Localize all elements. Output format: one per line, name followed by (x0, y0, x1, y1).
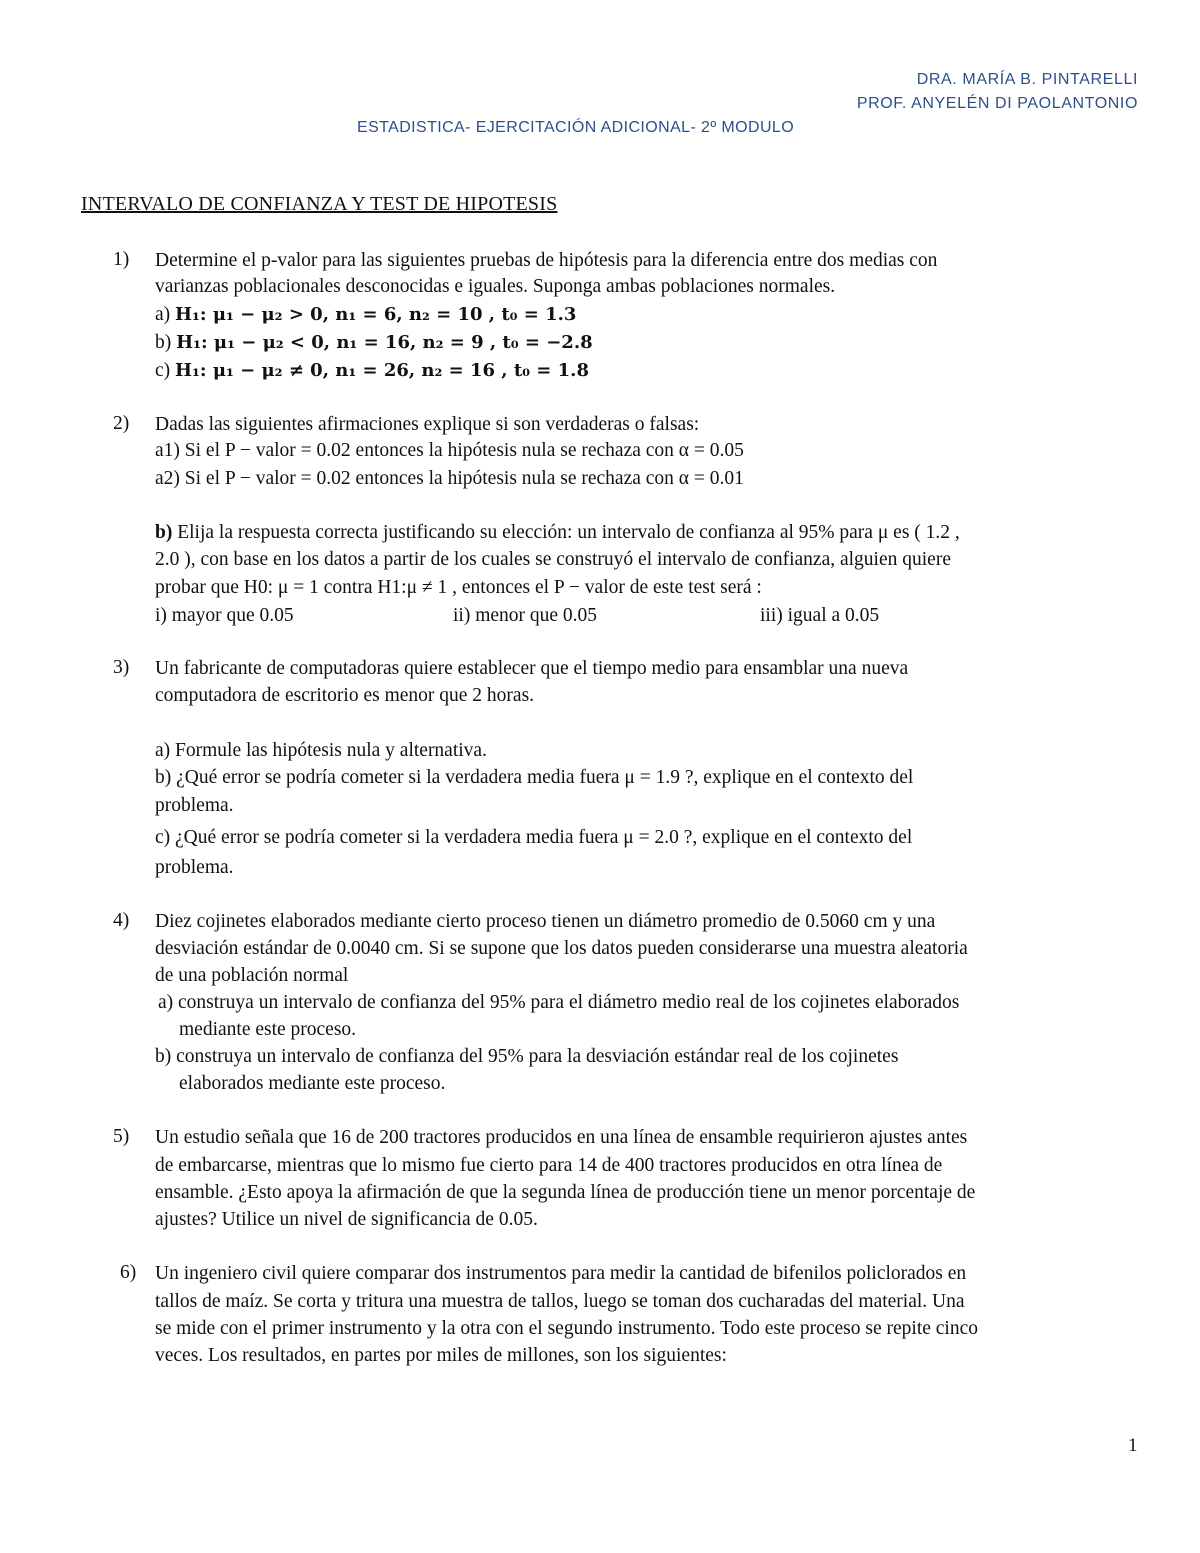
header-author-2: PROF. ANYELÉN DI PAOLANTONIO (856, 95, 1138, 112)
q1-item-c (155, 358, 589, 384)
q1-item-c-label: c) (155, 360, 171, 381)
q3-item-c-line-2: problema. (155, 857, 234, 878)
q4-line-3: de una población normal (155, 965, 349, 986)
q6-line-2: tallos de maíz. Se corta y tritura una muestra de tallos, luego se toman dos cucharadas del material. Una (155, 1291, 965, 1312)
q6-line-3: se mide con el primer instrumento y la otra con el segundo instrumento. Todo este proceso se repite cinco (155, 1318, 979, 1339)
q3-number: 3) (113, 657, 130, 678)
page-number: 1 (1128, 1435, 1138, 1456)
q1-item-a-formula: H₁: μ₁ − μ₂ > 0, n₁ = 6, n₂ = 10 , t₀ = 1.3 (175, 304, 577, 325)
document-title: INTERVALO DE CONFIANZA Y TEST DE HIPOTESIS (81, 193, 558, 215)
q2-item-b-line-3: probar que H0: μ = 1 contra H1:μ ≠ 1 , entonces el P − valor de este test será : (155, 577, 762, 598)
q5-number: 5) (113, 1126, 130, 1147)
q2-item-b-text: Elija la respuesta correcta justificando su elección: un intervalo de confianza al 95% para μ es ( 1.2 , (177, 522, 960, 543)
q2-number: 2) (113, 413, 130, 434)
q2-line-1: Dadas las siguientes afirmaciones explique si son verdaderas o falsas: (155, 414, 700, 435)
q3-item-b-line-1: b) ¿Qué error se podría cometer si la verdadera media fuera μ = 1.9 ?, explique en el contexto del (155, 767, 914, 788)
q2-item-b-line-1 (155, 520, 960, 546)
q4-item-b-line-1: b) construya un intervalo de confianza del 95% para la desviación estándar real de los cojinetes (155, 1046, 899, 1067)
q4-item-b-line-2: elaborados mediante este proceso. (179, 1073, 446, 1094)
header-course: ESTADISTICA- EJERCITACIÓN ADICIONAL- 2º MODULO (357, 119, 795, 136)
q1-item-a (155, 302, 576, 328)
q5-line-2: de embarcarse, mientras que lo mismo fue cierto para 14 de 400 tractores producidos en otra línea de (155, 1155, 943, 1176)
q4-number: 4) (113, 910, 130, 931)
q3-line-2: computadora de escritorio es menor que 2 horas. (155, 685, 535, 706)
q2-item-a1: a1) Si el P − valor = 0.02 entonces la hipótesis nula se rechaza con α = 0.05 (155, 440, 744, 461)
q4-item-a-line-1: a) construya un intervalo de confianza del 95% para el diámetro medio real de los cojinetes elaborados (158, 992, 960, 1013)
q2-item-a2: a2) Si el P − valor = 0.02 entonces la hipótesis nula se rechaza con α = 0.01 (155, 468, 744, 489)
q5-line-1: Un estudio señala que 16 de 200 tractores producidos en una línea de ensamble requirieron ajustes antes (155, 1127, 968, 1148)
q5-line-4: ajustes? Utilice un nivel de significancia de 0.05. (155, 1209, 538, 1230)
q3-item-c-line-1: c) ¿Qué error se podría cometer si la verdadera media fuera μ = 2.0 ?, explique en el contexto del (155, 827, 913, 848)
q6-line-4: veces. Los resultados, en partes por miles de millones, son los siguientes: (155, 1345, 727, 1366)
q1-item-b (155, 330, 593, 356)
q2-option-i: i) mayor que 0.05 (155, 605, 294, 626)
header-author-1: DRA. MARÍA B. PINTARELLI (916, 71, 1138, 88)
q3-item-b-line-2: problema. (155, 795, 234, 816)
q1-item-b-formula: H₁: μ₁ − μ₂ < 0, n₁ = 16, n₂ = 9 , t₀ = −2.8 (176, 332, 593, 353)
q2-option-iii: iii) igual a 0.05 (760, 605, 880, 626)
q1-item-c-formula: H₁: μ₁ − μ₂ ≠ 0, n₁ = 26, n₂ = 16 , t₀ = 1.8 (175, 360, 589, 381)
q2-item-b-line-2: 2.0 ), con base en los datos a partir de los cuales se construyó el intervalo de confianza, alguien quiere (155, 549, 951, 570)
q4-item-a-line-2: mediante este proceso. (179, 1019, 357, 1040)
q1-line-1: Determine el p-valor para las siguientes pruebas de hipótesis para la diferencia entre dos medias con (155, 250, 938, 271)
q5-line-3: ensamble. ¿Esto apoya la afirmación de que la segunda línea de producción tiene un menor porcentaje de (155, 1182, 976, 1203)
q1-item-a-label: a) (155, 304, 171, 325)
q1-line-2: varianzas poblacionales desconocidas e iguales. Suponga ambas poblaciones normales. (155, 276, 836, 297)
q6-number: 6) (120, 1262, 137, 1283)
q2-item-b-label: b) (155, 522, 173, 543)
q1-number: 1) (113, 249, 130, 270)
q4-line-2: desviación estándar de 0.0040 cm. Si se supone que los datos pueden considerarse una muestra aleatoria (155, 938, 968, 959)
q3-item-a: a) Formule las hipótesis nula y alternativa. (155, 740, 487, 761)
q4-line-1: Diez cojinetes elaborados mediante cierto proceso tienen un diámetro promedio de 0.5060 cm y una (155, 911, 936, 932)
q2-option-ii: ii) menor que 0.05 (453, 605, 598, 626)
q1-item-b-label: b) (155, 332, 172, 353)
q6-line-1: Un ingeniero civil quiere comparar dos instrumentos para medir la cantidad de bifenilos policlorados en (155, 1263, 967, 1284)
q3-line-1: Un fabricante de computadoras quiere establecer que el tiempo medio para ensamblar una nueva (155, 658, 909, 679)
